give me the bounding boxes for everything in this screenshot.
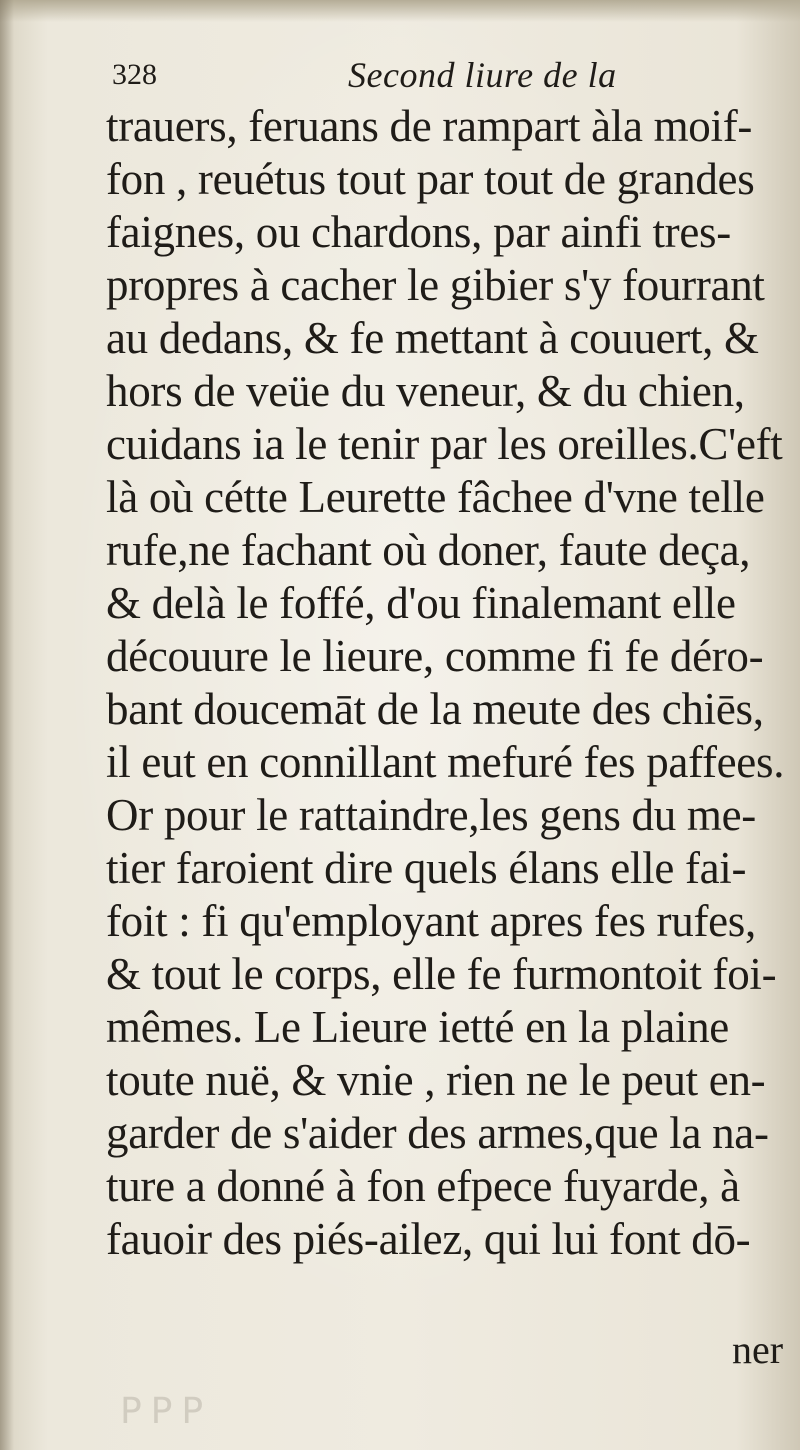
text-line: tier faroient dire quels élans elle fai- — [106, 843, 747, 893]
text-line: faignes, ou chardons, par ainfi tres- — [106, 207, 731, 257]
text-line: cuidans ia le tenir par les oreilles.C'eft — [106, 419, 783, 469]
text-line: mêmes. Le Lieure ietté en la plaine — [106, 1002, 729, 1052]
text-line: Or pour le rattaindre,les gens du me- — [106, 790, 756, 840]
text-line: fon , reuétus tout par tout de grandes — [106, 154, 755, 204]
text-line: ture a donné à fon efpece fuyarde, à — [106, 1161, 740, 1211]
text-line: découure le lieure, comme fi fe déro- — [106, 631, 764, 681]
text-line: là où cétte Leurette fâchee d'vne telle — [106, 472, 765, 522]
text-line: bant doucemāt de la meute des chiēs, — [106, 684, 764, 734]
body-text — [106, 100, 796, 1266]
text-line: trauers, feruans de rampart àla moif- — [106, 101, 753, 151]
running-title: Second liure de la — [348, 55, 617, 95]
text-line: & delà le foffé, d'ou finalemant elle — [106, 578, 736, 628]
text-line: hors de veüe du veneur, & du chien, — [106, 366, 745, 416]
page-gutter-shadow — [0, 0, 14, 1450]
text-line: garder de s'aider des armes,que la na- — [106, 1108, 769, 1158]
text-line: il eut en connillant mefuré fes paffees. — [106, 737, 785, 787]
text-line: toute nuë, & vnie , rien ne le peut en- — [106, 1055, 766, 1105]
text-line: propres à cacher le gibier s'y fourrant — [106, 260, 765, 310]
show-through-bleed: ꟼ ꟼ ꟼ — [120, 1391, 204, 1431]
page-top-shadow — [0, 0, 800, 22]
text-line: & tout le corps, elle fe furmontoit foi- — [106, 949, 777, 999]
text-line: rufe,ne fachant où doner, faute deça, — [106, 525, 751, 575]
text-line: au dedans, & fe mettant à couuert, & — [106, 313, 759, 363]
catchword: ner — [732, 1327, 784, 1372]
text-line: fauoir des piés-ailez, qui lui font dō- — [106, 1214, 751, 1264]
page-header — [112, 52, 672, 102]
text-line: foit : fi qu'employant apres fes rufes, — [106, 896, 756, 946]
page-number: 328 — [112, 58, 157, 91]
